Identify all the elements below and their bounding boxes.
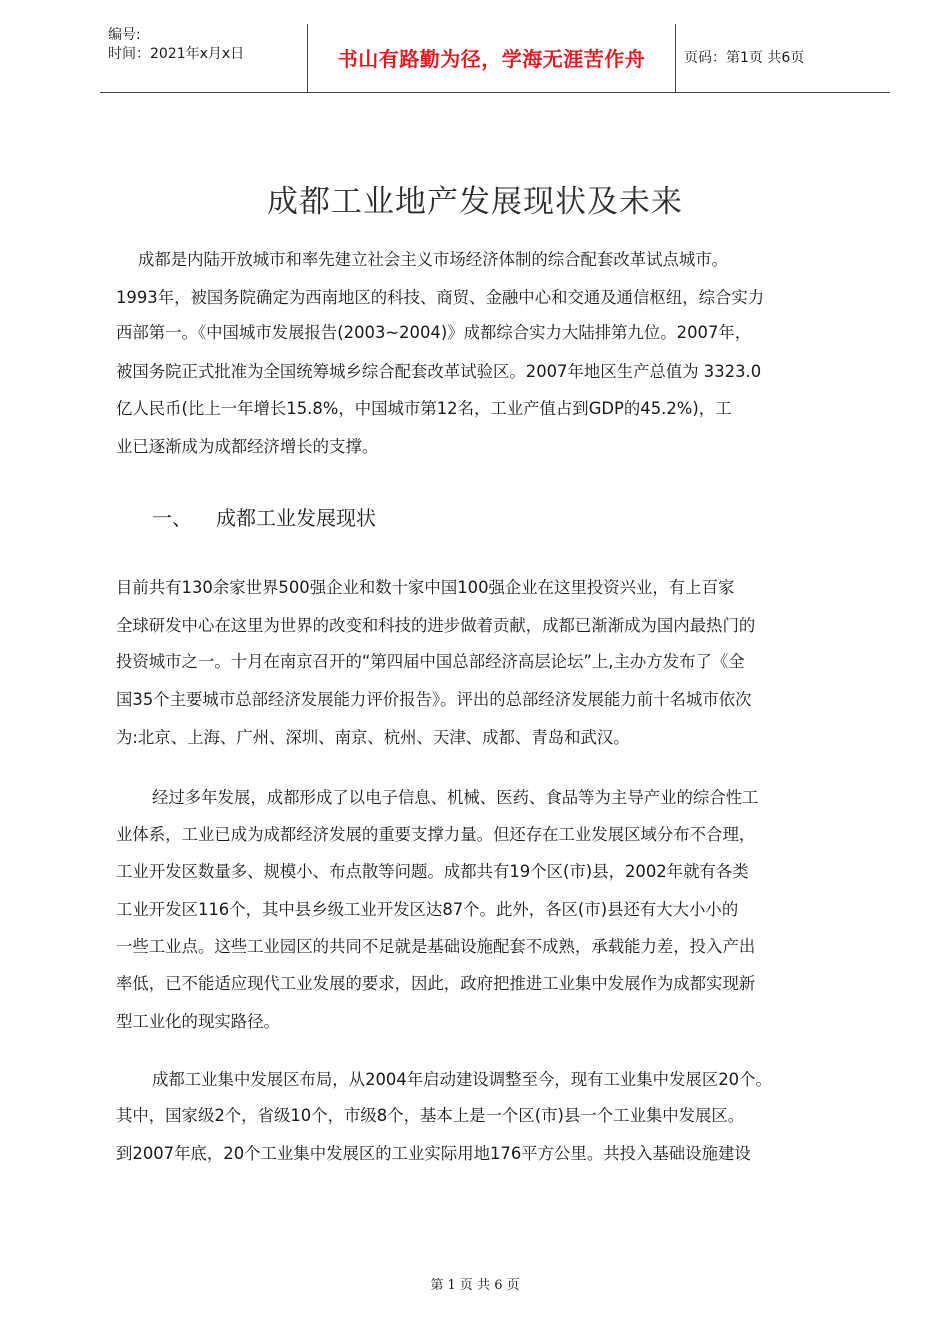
paragraph-line: 工业开发区数量多、规模小、布点散等问题。成都共有19个区(市)县，2002年就有各类 — [116, 862, 749, 881]
paragraph-line: 全球研发中心在这里为世界的改变和科技的进步做着贡献，成都已渐渐成为国内最热门的 — [116, 616, 756, 635]
paragraph-line: 国35个主要城市总部经济发展能力评价报告》。评出的总部经济发展能力前十名城市依次 — [116, 690, 752, 709]
header-left-cell — [100, 24, 308, 92]
paragraph-line: 一些工业点。这些工业园区的共同不足就是基础设施配套不成熟，承载能力差，投入产出 — [116, 937, 756, 956]
paragraph-line: 工业开发区116个，其中县乡级工业开发区达87个。此外，各区(市)县还有大大小小的 — [116, 900, 739, 919]
header-right-cell — [676, 24, 890, 92]
paragraph-line: 经过多年发展，成都形成了以电子信息、机械、医药、食品等为主导产业的综合性工 — [152, 788, 759, 807]
paragraph-line: 其中，国家级2个，省级10个，市级8个，基本上是一个区(市)县一个工业集中发展区。 — [116, 1106, 745, 1125]
intro-line: 被国务院正式批准为全国统筹城乡综合配套改革试验区。2007年地区生产总值为 3323.0 — [116, 362, 762, 381]
document-time-label: 时间：2021年x月x日 — [108, 46, 245, 62]
intro-line: 业已逐渐成为成都经济增长的支撑。 — [116, 437, 379, 456]
section-heading-title: 成都工业发展现状 — [216, 506, 376, 530]
page-footer: 第 1 页 共 6 页 — [430, 1278, 520, 1293]
header-page-label: 页码：第1页 共6页 — [684, 50, 805, 66]
intro-line: 亿人民币(比上一年增长15.8%，中国城市第12名，工业产值占到GDP的45.2%)，工 — [116, 399, 732, 418]
paragraph-line: 型工业化的现实路径。 — [116, 1012, 280, 1031]
section-heading-number: 一、 — [152, 506, 192, 530]
page-header — [100, 24, 890, 93]
paragraph-line: 到2007年底，20个工业集中发展区的工业实际用地176平方公里。共投入基础设施建设 — [116, 1144, 751, 1163]
paragraph-line: 投资城市之一。十月在南京召开的“第四届中国总部经济高层论坛”上,主办方发布了《全 — [116, 652, 745, 671]
document-title: 成都工业地产发展现状及未来 — [267, 184, 683, 220]
paragraph-line: 目前共有130余家世界500强企业和数十家中国100强企业在这里投资兴业，有上百家 — [116, 578, 735, 597]
intro-line: 成都是内陆开放城市和率先建立社会主义市场经济体制的综合配套改革试点城市。 — [138, 250, 729, 269]
intro-line: 西部第一。《中国城市发展报告(2003~2004)》成都综合实力大陆排第九位。2007年， — [116, 323, 752, 342]
document-code-label: 编号: — [108, 27, 141, 43]
header-middle-cell — [308, 24, 676, 92]
paragraph-line: 为:北京、上海、广州、深圳、南京、杭州、天津、成都、青岛和武汉。 — [116, 728, 630, 747]
paragraph-line: 率低，已不能适应现代工业发展的要求，因此，政府把推进工业集中发展作为成都实现新 — [116, 974, 756, 993]
intro-line: 1993年，被国务院确定为西南地区的科技、商贸、金融中心和交通及通信枢纽，综合实力 — [116, 288, 765, 307]
paragraph-line: 成都工业集中发展区布局，从2004年启动建设调整至今，现有工业集中发展区20个。 — [152, 1070, 772, 1089]
paragraph-line: 业体系，工业已成为成都经济发展的重要支撑力量。但还存在工业发展区域分布不合理， — [116, 825, 756, 844]
header-motto: 书山有路勤为径，学海无涯苦作舟 — [337, 47, 646, 71]
